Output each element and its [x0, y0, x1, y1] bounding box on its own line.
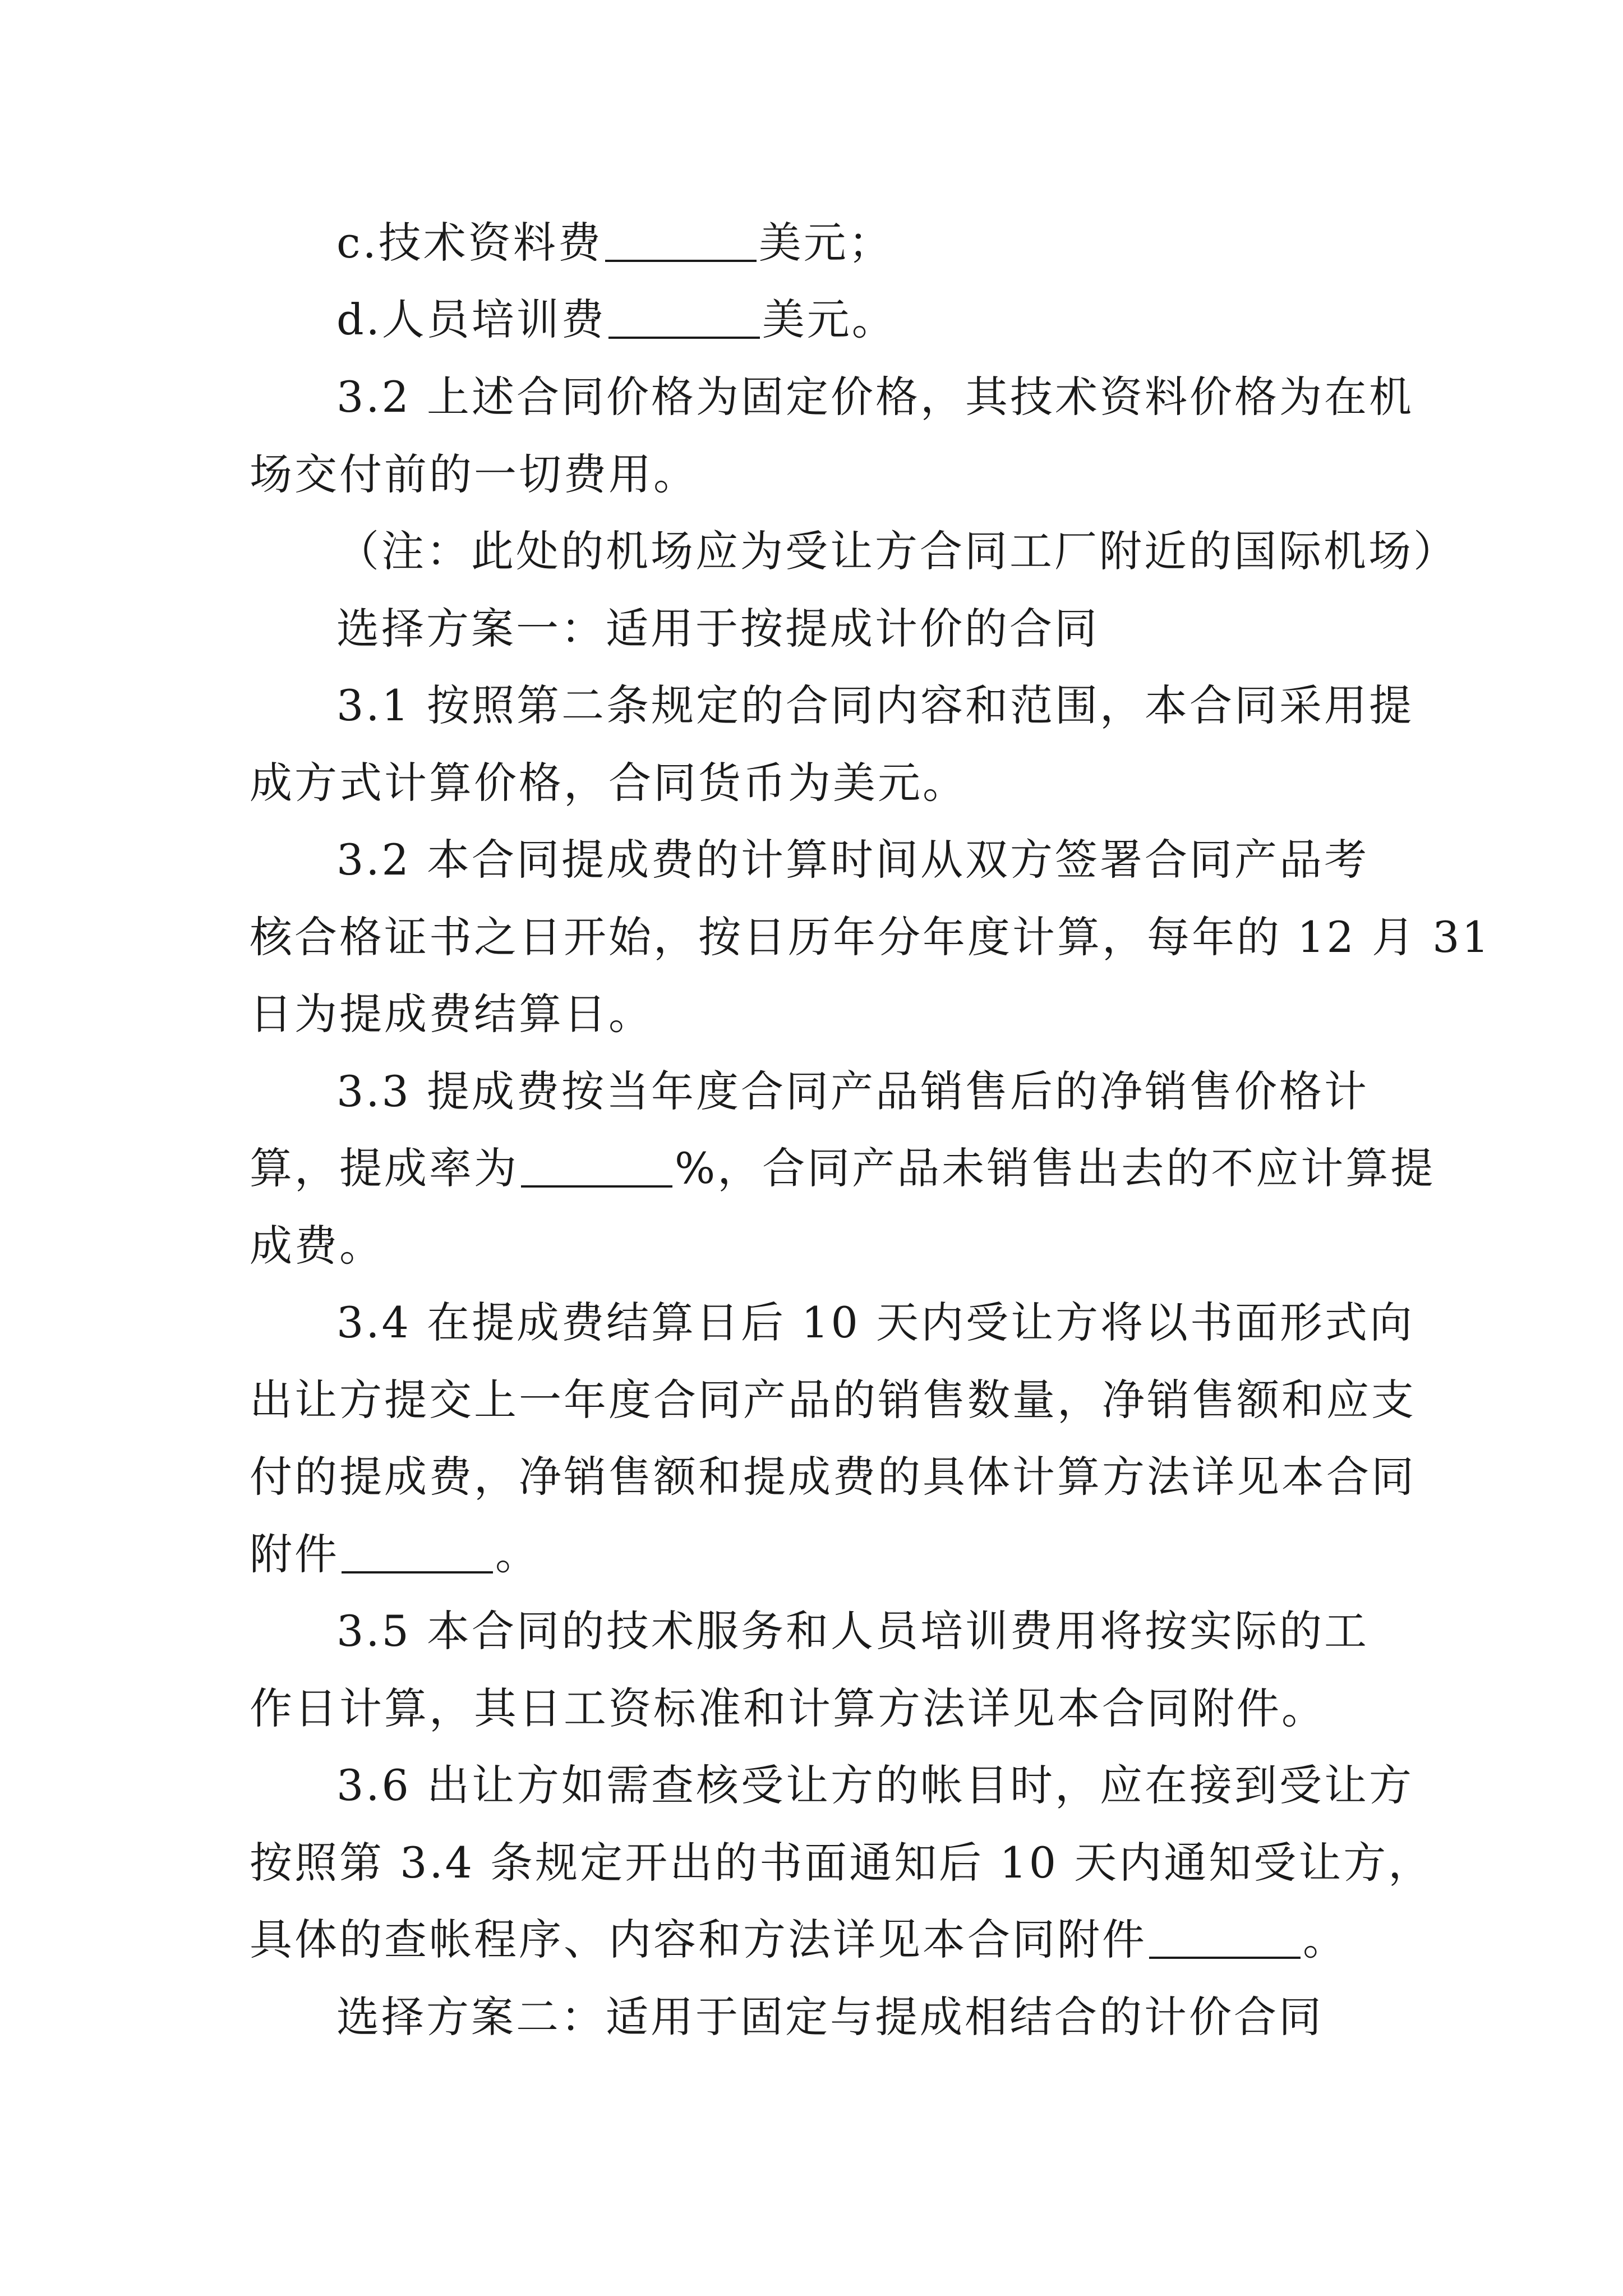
blank-field: [605, 260, 757, 262]
blank-field: [1149, 1957, 1301, 1959]
clause-3-2-b-line1: 3.2 本合同提成费的计算时间从双方签署合同产品考: [336, 835, 1370, 885]
clause-3-3-rate-rest: %，合同产品未销售出去的不应计算提: [675, 1143, 1436, 1193]
clause-3-5-line1: 3.5 本合同的技术服务和人员培训费用将按实际的工: [336, 1606, 1370, 1656]
clause-3-1-line1: 3.1 按照第二条规定的合同内容和范围，本合同采用提: [336, 680, 1414, 730]
clause-3-5-line2: 作日计算，其日工资标准和计算方法详见本合同附件。: [250, 1683, 1326, 1733]
clause-3-6-line3: [250, 1915, 1348, 1964]
clause-3-4-line3: 付的提成费，净销售额和提成费的具体计算方法详见本合同: [250, 1452, 1416, 1502]
clause-3-3-line2: [250, 1143, 1436, 1193]
clause-3-3-line1: 3.3 提成费按当年度合同产品销售后的净销售价格计: [336, 1066, 1370, 1116]
item-d: [336, 295, 897, 344]
blank-field: [521, 1185, 672, 1188]
blank-field: [608, 337, 760, 339]
clause-3-2-a-line1: 3.2 上述合同价格为固定价格，其技术资料价格为在机: [336, 372, 1414, 422]
item-c-label: c.技术资料费: [336, 218, 603, 268]
item-c: [336, 218, 893, 268]
clause-3-2-b-line3: 日为提成费结算日。: [250, 989, 653, 1039]
item-c-unit: 美元；: [758, 218, 893, 268]
item-d-unit: 美元。: [762, 295, 897, 344]
item-d-label: d.人员培训费: [336, 295, 606, 344]
clause-3-6-line1: 3.6 出让方如需查核受让方的帐目时，应在接到受让方: [336, 1760, 1414, 1810]
clause-3-6-annex-label: 具体的查帐程序、内容和方法详见本合同附件: [250, 1915, 1147, 1964]
clause-3-4-annex-label: 附件: [250, 1529, 339, 1579]
option2-heading: 选择方案二：适用于固定与提成相结合的计价合同: [336, 1992, 1324, 2042]
option1-heading: 选择方案一：适用于按提成计价的合同: [336, 604, 1099, 654]
clause-3-6-annex-end: 。: [1303, 1915, 1348, 1964]
clause-3-3-line3: 成费。: [250, 1221, 384, 1271]
clause-3-2-a-line2: 场交付前的一切费用。: [250, 449, 698, 499]
clause-3-4-line2: 出让方提交上一年度合同产品的销售数量，净销售额和应支: [250, 1375, 1416, 1425]
clause-3-4-line1: 3.4 在提成费结算日后 10 天内受让方将以书面形式向: [336, 1297, 1415, 1347]
clause-3-4-annex-end: 。: [495, 1529, 540, 1579]
clause-3-1-line2: 成方式计算价格，合同货币为美元。: [250, 758, 967, 808]
blank-field: [342, 1571, 493, 1573]
clause-3-4-line4: [250, 1529, 540, 1579]
clause-3-2-b-line2: 核合格证书之日开始，按日历年分年度计算，每年的 12 月 31: [250, 912, 1491, 962]
clause-3-3-rate-label: 算，提成率为: [250, 1143, 519, 1193]
clause-3-6-line2: 按照第 3.4 条规定开出的书面通知后 10 天内通知受让方，: [250, 1838, 1433, 1888]
note-line: （注：此处的机场应为受让方合同工厂附近的国际机场）: [336, 526, 1458, 576]
